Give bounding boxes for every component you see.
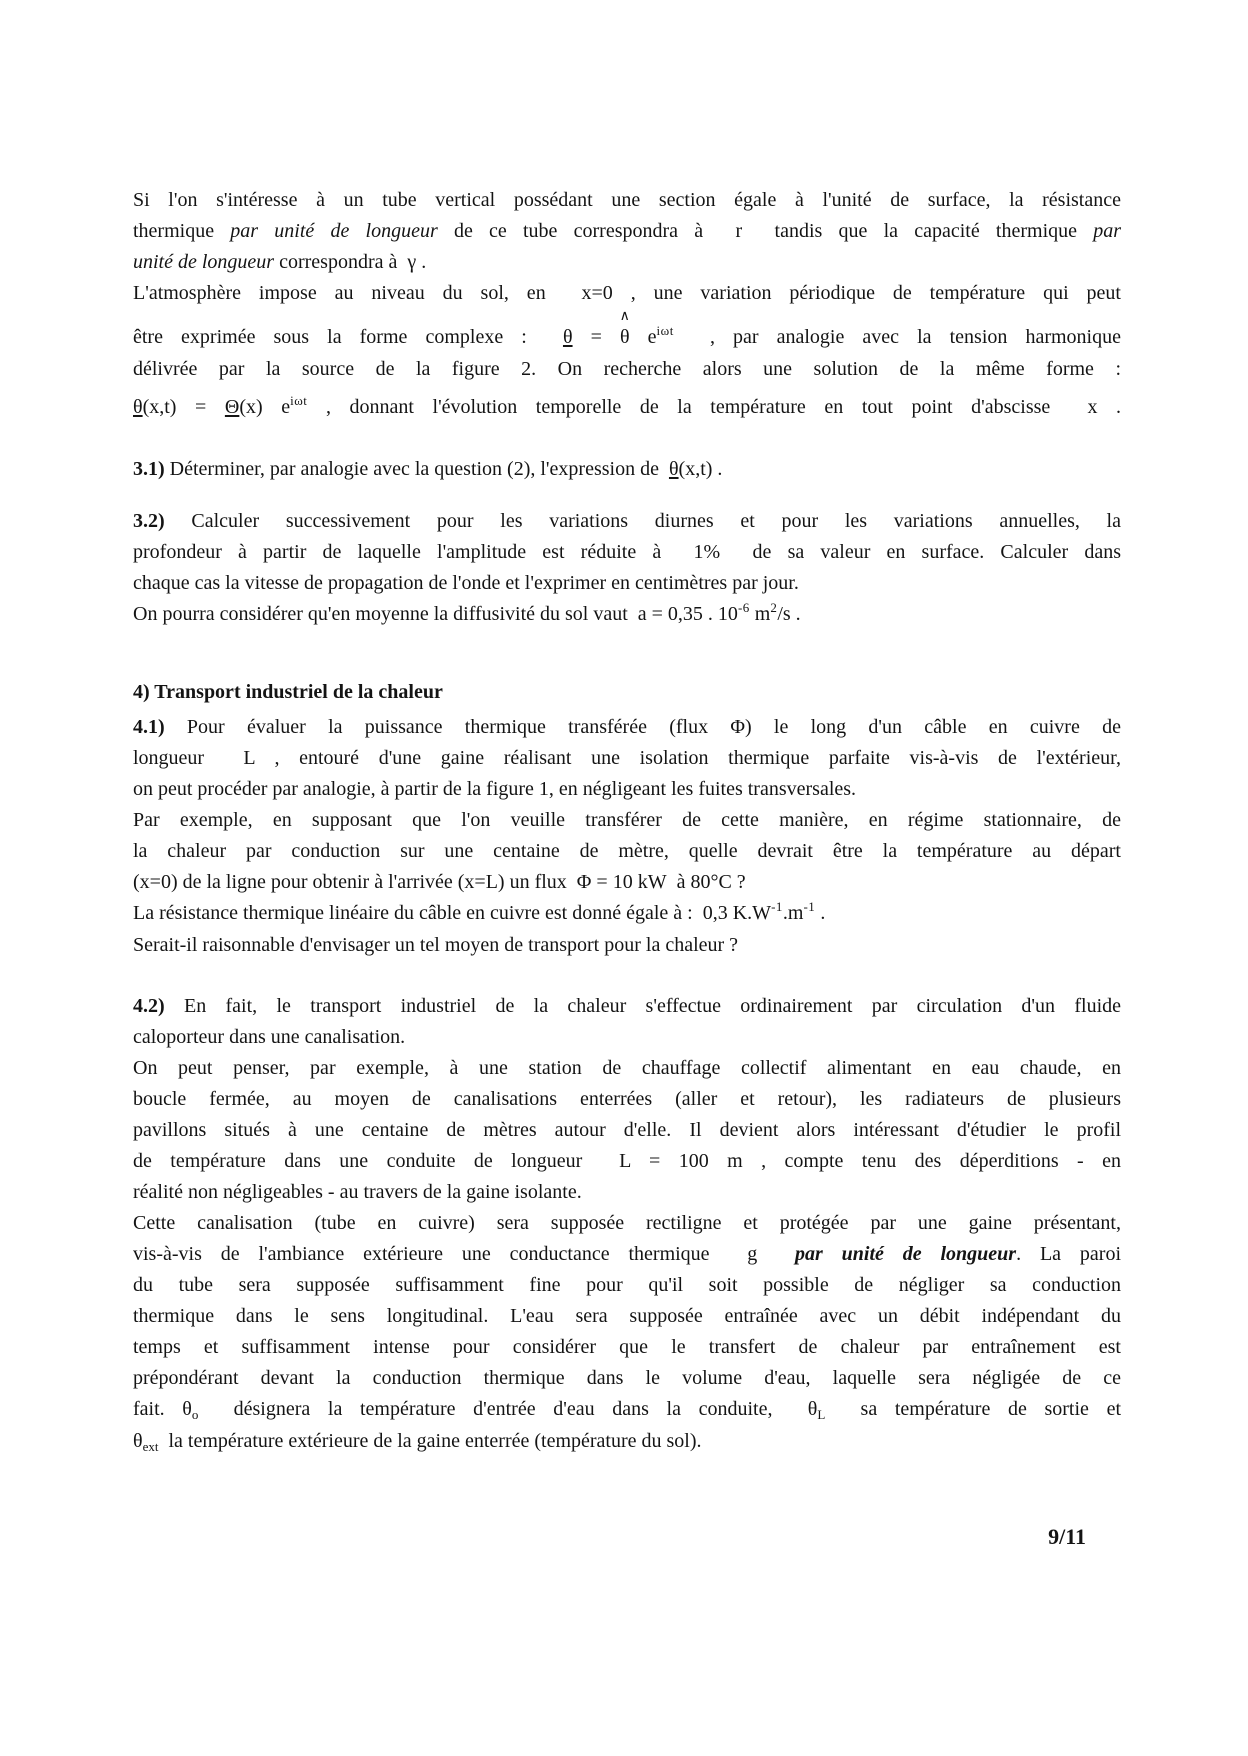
text-line <box>133 1084 1121 1115</box>
text-line <box>133 1301 1121 1332</box>
text-line <box>133 774 1121 805</box>
text-segment: /s . <box>777 603 801 625</box>
text-line <box>133 392 1121 424</box>
text-segment: correspondra à γ . <box>274 251 427 273</box>
text-segment: on peut procéder par analogie, à partir de la figure 1, en négligeant les fuites transversales. <box>133 778 857 800</box>
text-segment: = <box>572 326 620 348</box>
text-segment: la température extérieure de la gaine enterrée (température du sol). <box>158 1430 702 1452</box>
bold-text: 4.2) <box>133 995 165 1017</box>
text-line <box>133 537 1121 568</box>
text-segment: , donnant l'évolution temporelle de la température en tout point d'abscisse x . <box>307 396 1122 418</box>
text-line <box>133 1022 1121 1053</box>
bold-text: 4) Transport industriel de la chaleur <box>133 681 443 703</box>
italic-text: par unité de longueur <box>230 220 438 242</box>
bold-italic-text: par unité de longueur <box>795 1243 1017 1265</box>
text-segment: (x=0) de la ligne pour obtenir à l'arrivée (x=L) un flux Φ = 10 kW à 80°C ? <box>133 871 746 893</box>
text-line <box>133 1053 1121 1084</box>
hat-accented-symbol: ∧ θ <box>619 309 630 348</box>
superscript: iωt <box>290 393 308 408</box>
text-segment: . <box>815 902 826 924</box>
text-segment: (x,t) = <box>142 396 225 418</box>
bold-text: 4.1) <box>133 716 165 738</box>
bold-text: 3.2) <box>133 510 165 532</box>
text-line <box>133 454 1121 485</box>
underlined-symbol: θ <box>133 396 143 418</box>
text-line <box>133 599 1121 631</box>
text-line <box>133 1394 1121 1426</box>
text-line <box>133 867 1121 898</box>
text-segment: e <box>629 326 657 348</box>
text-segment: Serait-il raisonnable d'envisager un tel moyen de transport pour la chaleur ? <box>133 934 739 956</box>
text-line <box>133 991 1121 1022</box>
text-line <box>133 278 1121 309</box>
text-line <box>133 898 1121 930</box>
question-3-2 <box>133 506 1121 631</box>
page-number: 9/11 <box>1048 1524 1086 1549</box>
text-segment: temps et suffisamment intense pour considérer que le transfert de chaleur par entraînement est <box>133 1336 1121 1358</box>
text-line <box>133 309 1121 354</box>
text-line <box>133 836 1121 867</box>
text-line <box>133 805 1121 836</box>
text-segment: En fait, le transport industriel de la chaleur s'effectue ordinairement par circulation d'un fluide <box>164 995 1121 1017</box>
superscript: -6 <box>737 600 750 615</box>
question-4-2 <box>133 991 1121 1458</box>
text-segment: (x) e <box>239 396 291 418</box>
text-line <box>133 743 1121 774</box>
text-segment: Déterminer, par analogie avec la question (2), l'expression de <box>164 458 669 480</box>
text-segment: Calculer successivement pour les variations diurnes et pour les variations annuelles, la <box>164 510 1121 532</box>
text-line <box>133 506 1121 537</box>
subscript: o <box>191 1407 199 1422</box>
text-line <box>133 1239 1121 1270</box>
text-line <box>133 1146 1121 1177</box>
text-segment: On peut penser, par exemple, à une station de chauffage collectif alimentant en eau chaude, en <box>133 1057 1121 1079</box>
text-segment: L'atmosphère impose au niveau du sol, en x=0 , une variation périodique de température qui peut <box>133 282 1121 304</box>
text-segment: La résistance thermique linéaire du câble en cuivre est donné égale à : 0,3 K.W <box>133 902 772 924</box>
text-segment: . La paroi <box>1016 1243 1122 1265</box>
text-segment: thermique <box>133 220 231 242</box>
text-segment: Pour évaluer la puissance thermique transférée (flux Φ) le long d'un câble en cuivre de <box>164 716 1121 738</box>
text-line <box>133 1332 1121 1363</box>
text-segment: de température dans une conduite de longueur L = 100 m , compte tenu des déperditions - en <box>133 1150 1121 1172</box>
document-content <box>133 185 1121 1458</box>
italic-text: par <box>1093 220 1121 242</box>
text-line <box>133 216 1121 247</box>
text-segment: la chaleur par conduction sur une centaine de mètre, quelle devrait être la température au départ <box>133 840 1121 862</box>
text-segment: m <box>749 603 771 625</box>
text-line <box>133 354 1121 385</box>
text-segment: , par analogie avec la tension harmonique <box>673 326 1121 348</box>
text-segment: .m <box>782 902 804 924</box>
superscript: -1 <box>771 899 783 914</box>
text-line <box>133 1115 1121 1146</box>
text-line <box>133 1208 1121 1239</box>
text-line <box>133 185 1121 216</box>
text-segment: sa température de sortie et <box>825 1398 1121 1420</box>
text-line <box>133 1270 1121 1301</box>
text-line <box>133 930 1121 961</box>
superscript: -1 <box>803 899 816 914</box>
text-segment: vis-à-vis de l'ambiance extérieure une conductance thermique g <box>133 1243 796 1265</box>
text-segment: du tube sera supposée suffisamment fine pour qu'il soit possible de négliger sa conduction <box>133 1274 1121 1296</box>
intro-thermal-analogy-paragraph <box>133 185 1121 424</box>
text-segment: (x,t) . <box>678 458 723 480</box>
text-segment: pavillons situés à une centaine de mètres autour d'elle. Il devient alors intéressant d'étudier le profil <box>133 1119 1121 1141</box>
text-segment: θ <box>133 1430 143 1452</box>
italic-text: unité de longueur <box>133 251 275 273</box>
text-segment: fait. θ <box>133 1398 192 1420</box>
superscript: 2 <box>770 600 778 615</box>
text-line <box>133 568 1121 599</box>
text-segment: réalité non négligeables - au travers de la gaine isolante. <box>133 1181 582 1203</box>
text-line <box>133 1426 1121 1458</box>
text-segment: de ce tube correspondra à r tandis que la capacité thermique <box>437 220 1094 242</box>
text-line <box>133 712 1121 743</box>
subscript: L <box>817 1407 826 1422</box>
superscript: iωt <box>656 323 674 338</box>
text-segment: Par exemple, en supposant que l'on veuille transférer de cette manière, en régime stationnaire, de <box>133 809 1121 831</box>
section-4-heading <box>133 677 1121 708</box>
underlined-symbol: Θ <box>224 396 240 418</box>
subscript: ext <box>142 1439 159 1454</box>
text-line <box>133 1363 1121 1394</box>
text-segment: On pourra considérer qu'en moyenne la diffusivité du sol vaut a = 0,35 . 10 <box>133 603 738 625</box>
underlined-symbol: θ <box>668 458 679 480</box>
underlined-symbol: θ <box>562 326 573 348</box>
text-segment: Cette canalisation (tube en cuivre) sera supposée rectiligne et protégée par une gaine présentant, <box>133 1212 1121 1234</box>
text-segment: boucle fermée, au moyen de canalisations enterrées (aller et retour), les radiateurs de plusieurs <box>133 1088 1121 1110</box>
question-3-1 <box>133 454 1121 485</box>
text-segment: longueur L , entouré d'une gaine réalisant une isolation thermique parfaite vis-à-vis de l'extérieur, <box>133 747 1121 769</box>
text-line <box>133 1177 1121 1208</box>
text-segment: chaque cas la vitesse de propagation de l'onde et l'exprimer en centimètres par jour. <box>133 572 799 594</box>
text-segment: profondeur à partir de laquelle l'amplitude est réduite à 1% de sa valeur en surface. Calculer dans <box>133 541 1121 563</box>
text-segment: délivrée par la source de la figure 2. On recherche alors une solution de la même forme : <box>133 358 1121 380</box>
text-segment: désignera la température d'entrée d'eau dans la conduite, θ <box>198 1398 818 1420</box>
circumflex-icon: ∧ <box>619 309 630 324</box>
bold-text: 3.1) <box>133 458 165 480</box>
text-segment: être exprimée sous la forme complexe : <box>133 326 563 348</box>
text-segment: Si l'on s'intéresse à un tube vertical possédant une section égale à l'unité de surface, la résistance <box>133 189 1121 211</box>
text-line <box>133 677 1121 708</box>
question-4-1 <box>133 712 1121 961</box>
text-segment: prépondérant devant la conduction thermique dans le volume d'eau, laquelle sera négligée de ce <box>133 1367 1121 1389</box>
text-segment: thermique dans le sens longitudinal. L'eau sera supposée entraînée avec un débit indépendant du <box>133 1305 1121 1327</box>
text-segment: caloporteur dans une canalisation. <box>133 1026 406 1048</box>
text-line <box>133 247 1121 278</box>
